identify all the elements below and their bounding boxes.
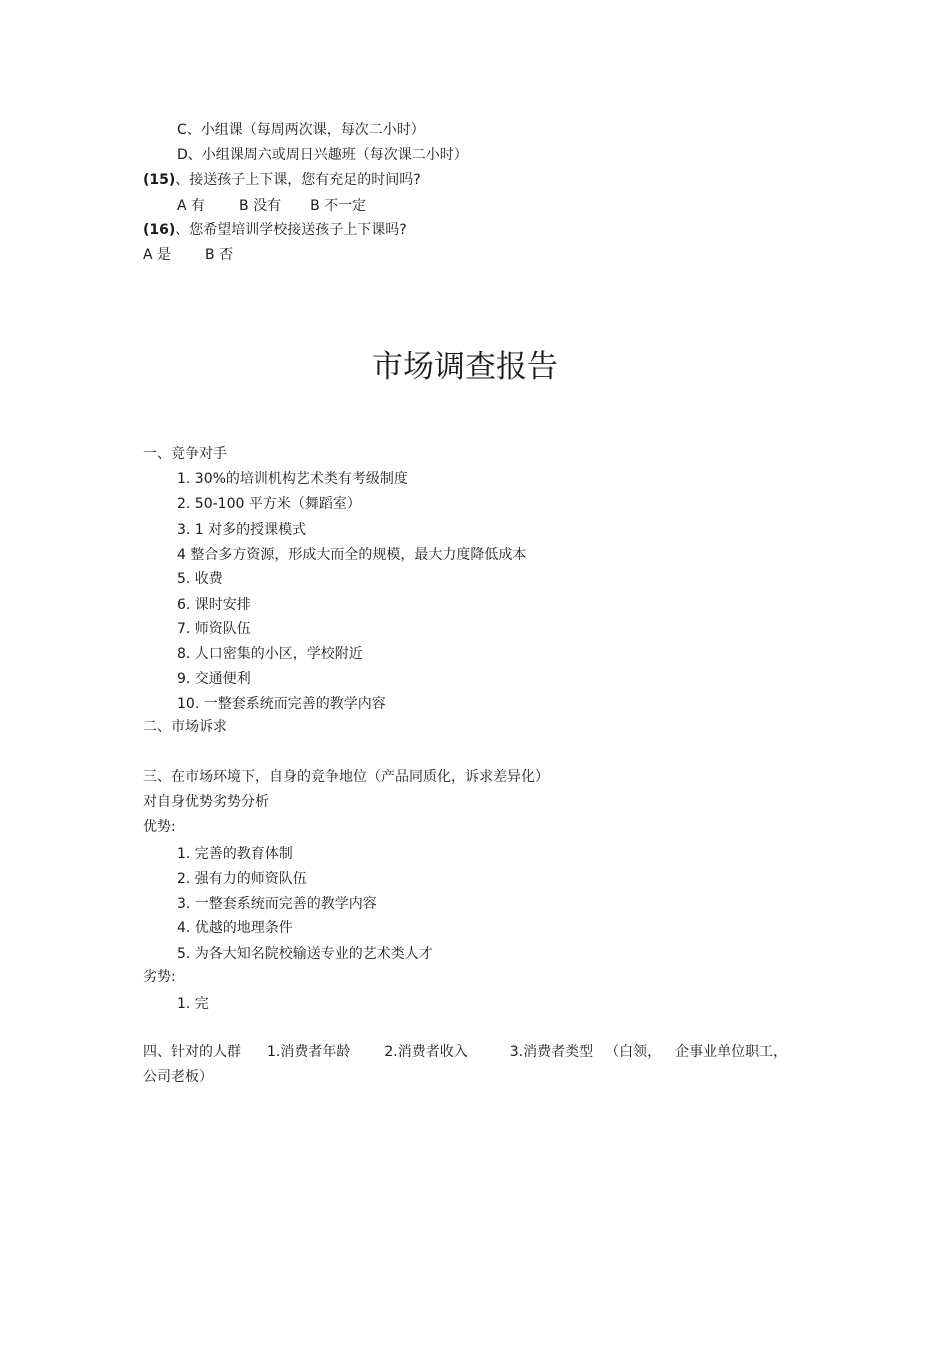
list-item: 1. 完善的教育体制 (177, 846, 293, 862)
question-15-text: 、接送孩子上下课，您有充足的时间吗? (175, 172, 421, 188)
audience-part: 2.消费者收入 (384, 1044, 468, 1060)
list-item: 3. 1 对多的授课模式 (177, 522, 307, 538)
section-1-heading: 一、竞争对手 (143, 446, 227, 462)
report-title: 市场调查报告 (372, 349, 558, 385)
list-item: 1. 完 (177, 996, 209, 1012)
question-16-options (143, 246, 233, 264)
q16-option: A 是 (143, 247, 172, 263)
list-item: 5. 收费 (177, 571, 223, 587)
audience-part: 1.消费者年龄 (267, 1044, 351, 1060)
q15-option: B 没有 (239, 198, 282, 214)
list-item: 1. 30%的培训机构艺术类有考级制度 (177, 471, 408, 487)
section-2-heading: 二、市场诉求 (143, 719, 227, 735)
section-4-line-2: 公司老板） (143, 1069, 213, 1085)
section-4-heading: 四、针对的人群 (143, 1044, 241, 1060)
question-16-text: 、您希望培训学校接送孩子上下课吗? (175, 222, 407, 238)
list-item: 9. 交通便利 (177, 671, 251, 687)
list-item: 2. 50-100 平方米（舞蹈室） (177, 496, 361, 512)
q15-option: A 有 (177, 198, 206, 214)
list-item: 5. 为各大知名院校输送专业的艺术类人才 (177, 946, 433, 962)
section-4-line (143, 1043, 787, 1061)
list-item: 3. 一整套系统而完善的教学内容 (177, 896, 377, 912)
list-item: 2. 强有力的师资队伍 (177, 871, 307, 887)
q15-option: B 不一定 (310, 198, 367, 214)
q16-option: B 否 (205, 247, 234, 263)
question-16-number: (16) (143, 222, 176, 238)
question-15-options (177, 197, 366, 215)
question-15-number: (15) (143, 172, 176, 188)
list-item: 8. 人口密集的小区，学校附近 (177, 646, 363, 662)
disadvantages-label: 劣势: (143, 969, 176, 985)
question-16 (143, 221, 407, 239)
list-item: 4 整合多方资源，形成大而全的规模，最大力度降低成本 (177, 547, 527, 563)
list-item: 6. 课时安排 (177, 597, 251, 613)
option-c: C、小组课（每周两次课，每次二小时） (177, 122, 425, 138)
list-item: 4. 优越的地理条件 (177, 920, 293, 936)
question-15 (143, 171, 421, 189)
option-d: D、小组课周六或周日兴趣班（每次课二小时） (177, 147, 468, 163)
section-3-heading: 三、在市场环境下，自身的竞争地位（产品同质化，诉求差异化） (143, 769, 549, 785)
audience-part: 企事业单位职工， (675, 1044, 788, 1060)
audience-part: （白领， (605, 1044, 662, 1060)
advantages-label: 优势: (143, 819, 176, 835)
list-item: 10. 一整套系统而完善的教学内容 (177, 696, 386, 712)
audience-part: 3.消费者类型 (509, 1044, 594, 1060)
section-3-subheading: 对自身优势劣势分析 (143, 794, 269, 810)
list-item: 7. 师资队伍 (177, 621, 251, 637)
